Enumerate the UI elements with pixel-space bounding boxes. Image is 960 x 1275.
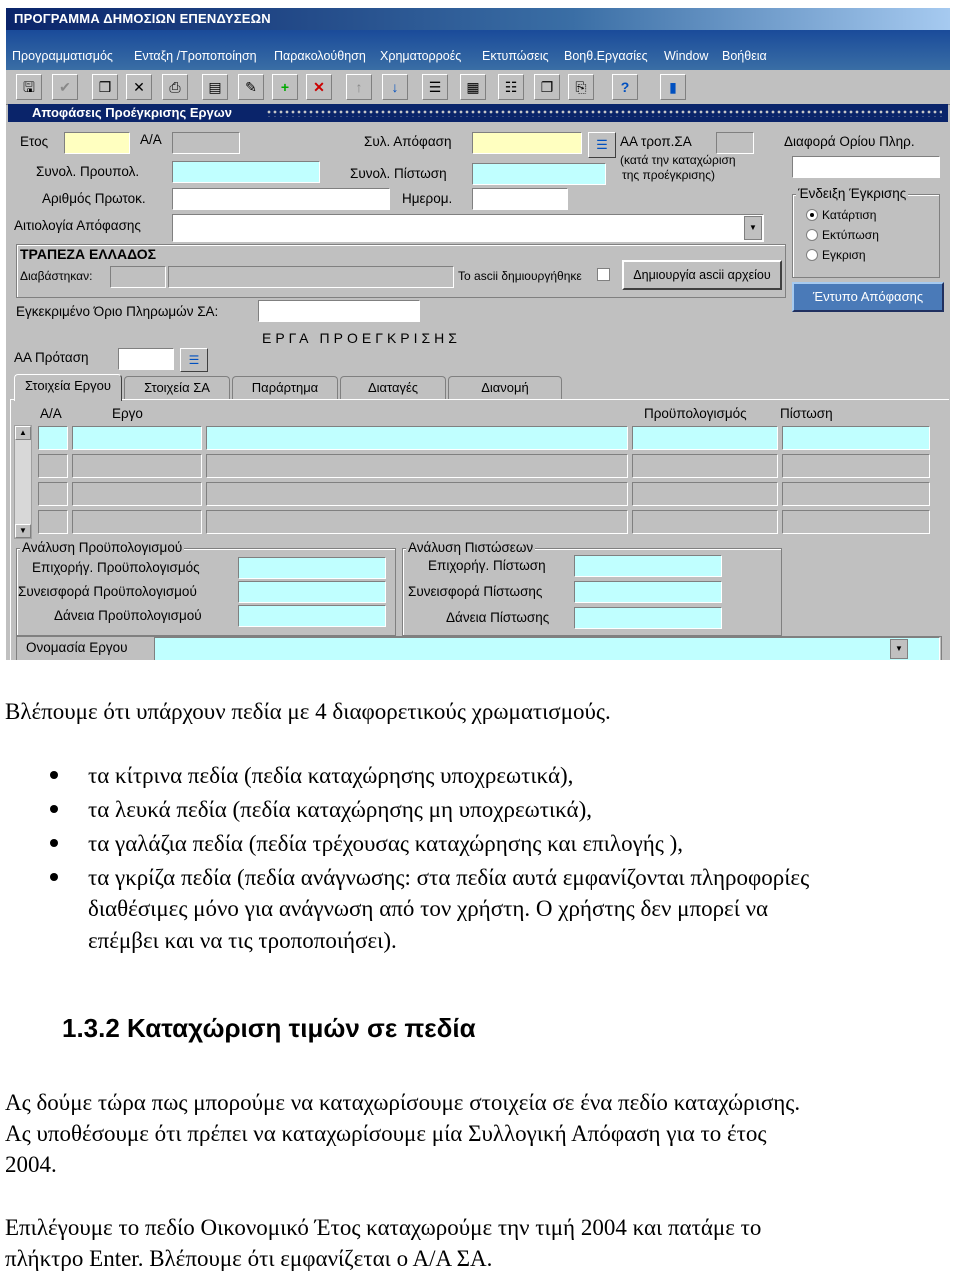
clear-icon[interactable]: ✕ xyxy=(126,74,152,100)
bullet-grey-fields-line-3: επέμβει και να τις τροποποιήσει). xyxy=(88,928,397,953)
label-aa-protasi: ΑΑ Πρόταση xyxy=(14,350,89,365)
aa-trop-sa-field xyxy=(716,132,754,154)
aa-trop-note-line-2: της προέγκρισης) xyxy=(622,168,716,182)
daneia-pistosis-field[interactable] xyxy=(574,607,722,629)
radio-egkrisi[interactable] xyxy=(806,249,818,261)
grid-cell-aa xyxy=(38,510,68,534)
label-trapeza: ΤΡΑΠΕΖΑ ΕΛΛΑΔΟΣ xyxy=(20,246,157,262)
label-syl-apofasi: Συλ. Απόφαση xyxy=(364,134,452,149)
grid-cell-proypologismos[interactable] xyxy=(632,426,778,450)
aa-protasi-field[interactable] xyxy=(118,348,174,370)
grid-cell-proypologismos xyxy=(632,482,778,506)
bullet-grey-fields-line-1: τα γκρίζα πεδία (πεδία ανάγνωσης: στα πεδία αυτά εμφανίζονται πληροφορίες xyxy=(88,865,810,890)
label-epixorig-pistosi: Επιχορήγ. Πίστωση xyxy=(428,558,546,573)
application-window xyxy=(6,8,950,660)
diafora-field[interactable] xyxy=(792,156,940,178)
column-pistosi: Πίστωση xyxy=(780,406,833,421)
list-of-values-icon[interactable]: ☰ xyxy=(180,348,208,372)
column-aa: Α/Α xyxy=(40,406,62,421)
bullet-icon xyxy=(50,873,58,881)
grid-scrollbar[interactable] xyxy=(14,425,32,539)
toolbar xyxy=(6,70,950,105)
synol-pistosi-field[interactable] xyxy=(472,163,606,185)
column-proypologismos: Προϋπολογισμός xyxy=(644,406,747,421)
aa-trop-note-line-1: (κατά την καταχώριση xyxy=(620,153,736,167)
ascii-created-checkbox[interactable] xyxy=(597,268,610,281)
list-icon[interactable]: ☰ xyxy=(422,74,448,100)
tab-diatages[interactable]: Διαταγές xyxy=(340,376,446,399)
paragraph-1-line-2: Ας υποθέσουμε ότι πρέπει να καταχωρίσουμε μία Συλλογική Απόφαση για το έτος xyxy=(5,1121,767,1146)
bullet-icon xyxy=(50,839,58,847)
scroll-down-icon[interactable]: ▼ xyxy=(15,524,31,538)
grid-cell-aa xyxy=(38,454,68,478)
down-icon[interactable]: ↓ xyxy=(382,74,408,100)
label-epixorig-proypol: Επιχορήγ. Προϋπολογισμός xyxy=(32,560,200,575)
check-icon[interactable]: ✔ xyxy=(52,74,78,100)
print-icon[interactable]: ⎙ xyxy=(162,74,188,100)
query-icon[interactable]: ❒ xyxy=(92,74,118,100)
grid-cell-proypologismos xyxy=(632,454,778,478)
label-diafora: Διαφορά Ορίου Πληρ. xyxy=(784,134,915,149)
aitiologia-field[interactable] xyxy=(172,214,764,242)
menu-entaxi[interactable]: Ενταξη /Τροποποίηση xyxy=(134,49,257,63)
label-analysis-budget: Ανάλυση Προϋπολογισμού xyxy=(22,540,183,555)
grid-cell-ergo xyxy=(206,454,628,478)
radio-label-ektyposi: Εκτύπωση xyxy=(822,228,879,242)
grid-cell-proypologismos xyxy=(632,510,778,534)
bullet-icon xyxy=(50,771,58,779)
label-egkekrimeno: Εγκεκριμένο Όριο Πληρωμών ΣΑ: xyxy=(16,304,219,319)
form-title: Αποφάσεις Προέγκρισης Εργων xyxy=(32,105,232,120)
label-onomasia: Ονομασία Εργου xyxy=(26,640,128,655)
bullet-cyan-fields: τα γαλάζια πεδία (πεδία τρέχουσας καταχώρησης και επιλογής ), xyxy=(88,831,684,856)
menu-programmatismos[interactable]: Προγραμματισμός xyxy=(12,49,113,63)
grid-cell-pistosi xyxy=(782,510,930,534)
chevron-down-icon[interactable]: ▼ xyxy=(744,216,762,240)
intro-paragraph: Βλέπουμε ότι υπάρχουν πεδία με 4 διαφορετικούς χρωματισμούς. xyxy=(5,699,611,724)
label-diavastikan: Διαβάστηκαν: xyxy=(20,269,93,283)
help-icon[interactable]: ? xyxy=(612,74,638,100)
arithmos-protok-field[interactable] xyxy=(172,188,390,210)
grid-cell-ergo[interactable] xyxy=(206,426,628,450)
paragraph-1-line-3: 2004. xyxy=(5,1152,57,1177)
label-synol-proypol: Συνολ. Προυπολ. xyxy=(36,164,140,179)
menu-voitheia[interactable]: Βοήθεια xyxy=(722,49,767,63)
grid-cell-pistosi[interactable] xyxy=(782,426,930,450)
bullet-icon xyxy=(50,805,58,813)
scroll-up-icon[interactable]: ▲ xyxy=(15,426,31,440)
synol-proypol-field[interactable] xyxy=(172,161,320,183)
copy-icon[interactable]: ❐ xyxy=(534,74,560,100)
epixorig-proypol-field[interactable] xyxy=(238,557,386,579)
egkekrimeno-field[interactable] xyxy=(258,300,420,322)
menu-bar xyxy=(6,30,950,70)
paste-icon[interactable]: ⎘ xyxy=(568,74,594,100)
label-analysis-credit: Ανάλυση Πιστώσεων xyxy=(408,540,534,555)
erga-title: ΕΡΓΑ ΠΡΟΕΓΚΡΙΣΗΣ xyxy=(262,330,461,346)
radio-ektyposi[interactable] xyxy=(806,229,818,241)
diavastikan-file-field xyxy=(168,266,454,288)
label-aa-trop-sa: ΑΑ τροπ.ΣΑ xyxy=(620,134,692,149)
paragraph-2-line-1: Επιλέγουμε το πεδίο Οικονομικό Έτος καταχωρούμε την τιμή 2004 και πατάμε το xyxy=(5,1215,762,1240)
radio-katartisi[interactable] xyxy=(806,209,818,221)
grid-cell-ergo-code xyxy=(72,454,202,478)
tab-stoixeia-sa[interactable]: Στοιχεία ΣΑ xyxy=(124,376,230,399)
app-title: ΠΡΟΓΡΑΜΜΑ ΔΗΜΟΣΙΩΝ ΕΠΕΝΔΥΣΕΩΝ xyxy=(14,11,271,26)
bullet-grey-fields-line-2: διαθέσιμες μόνο για ανάγνωση από τον χρήστη. Ο χρήστης δεν μπορεί να xyxy=(88,896,769,921)
radio-label-egkrisi: Εγκριση xyxy=(822,248,866,262)
syl-apofasi-field[interactable] xyxy=(472,132,582,154)
grid-cell-pistosi xyxy=(782,482,930,506)
grid-cell-aa xyxy=(38,482,68,506)
label-arithmos-protok: Αριθμός Πρωτοκ. xyxy=(42,191,146,206)
label-syneisfora-pistosis: Συνεισφορά Πίστωσης xyxy=(408,584,543,599)
tab-stoixeia-ergou[interactable]: Στοιχεία Εργου xyxy=(14,374,122,401)
chevron-down-icon[interactable]: ▼ xyxy=(890,639,908,659)
syneisfora-pistosis-field[interactable] xyxy=(574,581,722,603)
grid-cell-pistosi xyxy=(782,454,930,478)
edit-icon[interactable]: ✎ xyxy=(238,74,264,100)
diavastikan-count-field xyxy=(110,266,166,288)
insert-record-icon[interactable]: + xyxy=(272,74,298,100)
tab-dianomi[interactable]: Διανομή xyxy=(448,376,562,399)
ascii-button[interactable]: Δημιουργία ascii αρχείου xyxy=(622,260,782,290)
menu-voith-ergasies[interactable]: Βοηθ.Εργασίες xyxy=(564,49,648,63)
grid-cell-ergo xyxy=(206,510,628,534)
onomasia-field[interactable] xyxy=(154,637,940,660)
folder-icon[interactable]: ▤ xyxy=(202,74,228,100)
label-daneia-proypol: Δάνεια Προϋπολογισμού xyxy=(54,608,202,623)
bullet-yellow-fields: τα κίτρινα πεδία (πεδία καταχώρησης υποχρεωτικά), xyxy=(88,763,574,788)
list-of-values-icon[interactable]: ☰ xyxy=(588,132,616,158)
label-ascii-created: Το ascii δημιουργήθηκε xyxy=(458,269,582,283)
label-aa: Α/Α xyxy=(140,132,162,147)
up-icon[interactable]: ↑ xyxy=(346,74,372,100)
menu-ektyposeis[interactable]: Εκτυπώσεις xyxy=(482,49,549,63)
column-ergo: Εργο xyxy=(112,406,143,421)
tab-parartima[interactable]: Παράρτημα xyxy=(232,376,338,399)
menu-window[interactable]: Window xyxy=(664,49,709,63)
grid-cell-ergo-code[interactable] xyxy=(72,426,202,450)
daneia-proypol-field[interactable] xyxy=(238,605,386,627)
delete-record-icon[interactable]: ✕ xyxy=(306,74,332,100)
label-imerom: Ημερομ. xyxy=(402,191,453,206)
epixorig-pistosi-field[interactable] xyxy=(574,555,722,577)
section-heading: 1.3.2 Καταχώριση τιμών σε πεδία xyxy=(62,1013,476,1043)
grid-cell-ergo xyxy=(206,482,628,506)
label-synol-pistosi: Συνολ. Πίστωση xyxy=(350,166,447,181)
bullet-white-fields: τα λευκά πεδία (πεδία καταχώρησης μη υποχρεωτικά), xyxy=(88,797,593,822)
save-icon[interactable]: 🖫 xyxy=(16,74,42,100)
table-icon[interactable]: ▦ xyxy=(460,74,486,100)
radio-label-katartisi: Κατάρτιση xyxy=(822,208,877,222)
form-title-bar xyxy=(8,104,948,122)
entypo-apofasis-button[interactable]: Έντυπο Απόφασης xyxy=(792,282,944,312)
label-syneisfora-proypol: Συνεισφορά Προϋπολογισμού xyxy=(18,584,197,599)
label-daneia-pistosis: Δάνεια Πίστωσης xyxy=(446,610,550,625)
exit-icon[interactable]: ▮ xyxy=(660,74,686,100)
grid-cell-ergo-code xyxy=(72,482,202,506)
etos-field[interactable] xyxy=(64,132,130,154)
menu-parakolouthisi[interactable]: Παρακολούθηση xyxy=(274,49,366,63)
grid-cell-ergo-code xyxy=(72,510,202,534)
label-aitiologia: Αιτιολογία Απόφασης xyxy=(14,218,141,233)
title-bar-texture xyxy=(266,109,942,117)
grid-cell-aa[interactable] xyxy=(38,426,68,450)
report-icon[interactable]: ☷ xyxy=(498,74,524,100)
imerom-field[interactable] xyxy=(472,188,568,210)
aa-field xyxy=(172,132,240,154)
menu-xrimatorroes[interactable]: Χρηματορροές xyxy=(380,49,462,63)
title-bar xyxy=(6,8,950,30)
paragraph-1-line-1: Ας δούμε τώρα πως μπορούμε να καταχωρίσουμε στοιχεία σε ένα πεδίο καταχώρισης. xyxy=(5,1090,801,1115)
label-endeixi: Ένδειξη Έγκρισης xyxy=(798,186,907,201)
paragraph-2-line-2: πλήκτρο Enter. Βλέπουμε ότι εμφανίζεται ο Α/Α ΣΑ. xyxy=(5,1246,493,1271)
syneisfora-proypol-field[interactable] xyxy=(238,581,386,603)
label-etos: Ετος xyxy=(20,134,49,149)
